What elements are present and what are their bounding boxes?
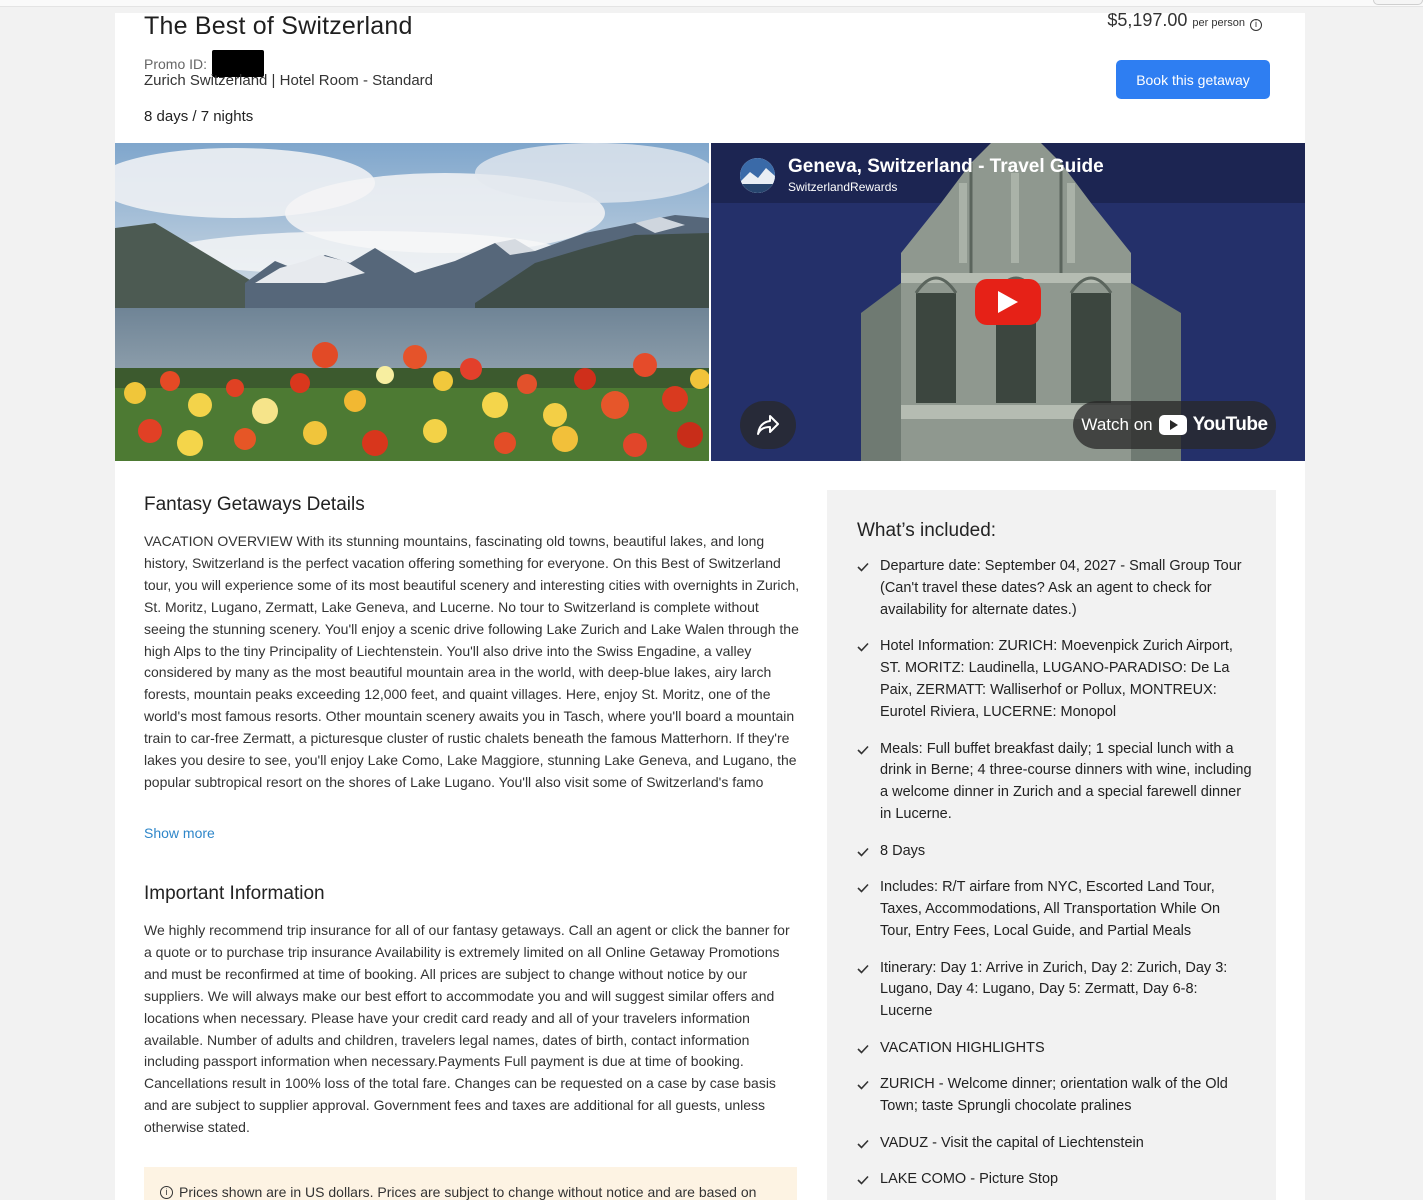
getaway-card — [115, 13, 1305, 1200]
included-item-text: VACATION HIGHLIGHTS — [880, 1039, 1045, 1056]
checkmark-icon — [857, 1139, 869, 1149]
checkmark-icon — [857, 562, 869, 572]
book-getaway-button[interactable]: Book this getaway — [1116, 60, 1270, 99]
included-item-text: VADUZ - Visit the capital of Liechtenstein — [880, 1134, 1144, 1151]
price-notice-row — [160, 1184, 756, 1200]
included-item — [857, 877, 1252, 943]
share-icon — [756, 414, 780, 436]
checkmark-icon — [857, 847, 869, 857]
included-item-text: Meals: Full buffet breakfast daily; 1 special lunch with a drink in Berne; 4 three-course dinners with wine, including a welcome dinner in Zurich and a special farewell dinner in Lucerne. — [880, 740, 1252, 823]
included-item — [857, 841, 1252, 863]
channel-logo[interactable] — [740, 158, 775, 193]
details-heading: Fantasy Getaways Details — [144, 494, 365, 515]
price-amount: $5,197.00 — [1107, 13, 1188, 30]
promo-label: Promo ID: — [144, 55, 208, 72]
included-item — [857, 1169, 1252, 1191]
watch-on-youtube-button[interactable] — [1073, 401, 1276, 449]
info-icon: i — [160, 1186, 173, 1199]
checkmark-icon — [857, 642, 869, 652]
youtube-logo-icon — [1159, 415, 1187, 435]
included-item-text: LAKE COMO - Picture Stop — [880, 1171, 1059, 1188]
whats-included-panel — [827, 490, 1276, 1200]
show-more-link[interactable]: Show more — [144, 825, 215, 841]
included-item — [857, 739, 1252, 827]
included-item — [857, 636, 1252, 724]
page-title: The Best of Switzerland — [144, 13, 413, 40]
checkmark-icon — [857, 745, 869, 755]
important-text: We highly recommend trip insurance for all of our fantasy getaways. Call an agent or click the banner for a quote or to purchase trip insurance Availability is extremely limited on all Online Getaway Promotions and must be reconfirmed at time of booking. All prices are subject to change without notice by our suppliers. We will always make our best effort to accommodate you and will suggest similar offers and locations when necessary. Please have your credit card ready and all of your travelers information available. Number of adults and children, travelers legal names, dates of birth, contact information including passport information when necessary.Payments Full payment is due at time of booking. Cancellations result in 100% loss of the total fare. Changes can be requested on a case by case basis and are subject to supplier approval. Government fees and taxes are additional for all guests, unless otherwise stated. — [144, 922, 790, 1136]
video-embed[interactable] — [711, 143, 1305, 461]
important-heading: Important Information — [144, 883, 325, 904]
details-text: VACATION OVERVIEW With its stunning mountains, fascinating old towns, beautiful lakes, and long history, Switzerland is the perfect vacation offering something for everyone. On this Best of Switzerland tour, you will experience some of its most beautiful scenery and interesting cities with overnights in Zurich, St. Moritz, Lugano, Zermatt, Lake Geneva, and Lucerne. No tour to Switzerland is complete without seeing the stunning scenery. You'll enjoy a scenic drive following Lake Zurich and Lake Walen through the high Alps to the tiny Principality of Liechtenstein. You'll also drive into the Swiss Engadine, a valley considered by many as the most beautiful mountain area in the world, with deep-blue lakes, airy larch forests, mountain peaks exceeding 12,000 feet, and quaint villages. Here, enjoy St. Moritz, one of the world's most famous resorts. Other mountain scenery awaits you in Tasch, where you'll board a mountain train to car-free Zermatt, a picturesque cluster of rustic chalets beneath the famous Matterhorn. If they're lakes you desire to see, you'll enjoy Lake Como, Lake Maggiore, stunning Lake Geneva, and Lugano, the popular subtropical resort on the shores of Lake Lugano. You'll also visit some of Switzerland's famo — [144, 533, 800, 790]
hero-photo — [115, 143, 709, 461]
whats-included-heading: What’s included: — [857, 520, 997, 541]
location-room: Zurich Switzerland | Hotel Room - Standard — [144, 72, 434, 89]
youtube-wordmark: YouTube — [1192, 414, 1268, 435]
included-item — [857, 1074, 1252, 1118]
included-item-text: 8 Days — [880, 842, 926, 859]
included-item — [857, 958, 1252, 1024]
price-notice-text: Prices shown are in US dollars. Prices are subject to change without notice and are based on — [179, 1184, 757, 1200]
checkmark-icon — [857, 964, 869, 974]
channel-logo-image — [740, 158, 775, 193]
included-item-text: Includes: R/T airfare from NYC, Escorted Land Tour, Taxes, Accommodations, All Transportation While On Tour, Entry Fees, Local Guide, and Partial Meals — [880, 879, 1221, 940]
watch-on-label: Watch on — [1081, 415, 1153, 434]
lake-flowers-image — [115, 143, 709, 461]
share-button[interactable] — [740, 401, 796, 449]
included-item-text: Departure date: September 04, 2027 - Small Group Tour (Can't travel these dates? Ask an agent to check for availability for alternate dates.) — [880, 558, 1242, 618]
included-item — [857, 1038, 1252, 1060]
price-per-person: per person — [1192, 17, 1245, 29]
video-title[interactable]: Geneva, Switzerland - Travel Guide — [788, 156, 1104, 177]
checkmark-icon — [857, 1080, 869, 1090]
whats-included-list — [857, 556, 1252, 1200]
checkmark-icon — [857, 1175, 869, 1185]
included-item-text: Hotel Information: ZURICH: Moevenpick Zurich Airport, ST. MORITZ: Laudinella, LUGANO-PARADISO: De La Paix, ZERMATT: Walliserhof or Pollux, MONTREUX: Eurotel Riviera, LUCERNE: Monopol — [880, 638, 1233, 721]
price-notice — [144, 1167, 797, 1200]
checkmark-icon — [857, 883, 869, 893]
info-icon[interactable]: i — [1250, 19, 1262, 31]
included-item-text: Itinerary: Day 1: Arrive in Zurich, Day 2: Zurich, Day 3: Lugano, Day 4: Lugano, Day 5: Zermatt, Day 6-8: Lucerne — [880, 959, 1228, 1020]
browser-top-strip — [0, 0, 1423, 7]
price-block — [1107, 13, 1262, 31]
included-item — [857, 1133, 1252, 1155]
included-item — [857, 556, 1252, 622]
included-item-text: ZURICH - Welcome dinner; orientation walk of the Old Town; taste Sprungli chocolate pralines — [880, 1076, 1228, 1115]
window-tab — [1373, 0, 1423, 5]
duration: 8 days / 7 nights — [144, 108, 254, 125]
play-icon — [998, 291, 1018, 313]
play-button[interactable] — [975, 279, 1041, 325]
checkmark-icon — [857, 1044, 869, 1054]
video-channel[interactable]: SwitzerlandRewards — [788, 180, 898, 194]
